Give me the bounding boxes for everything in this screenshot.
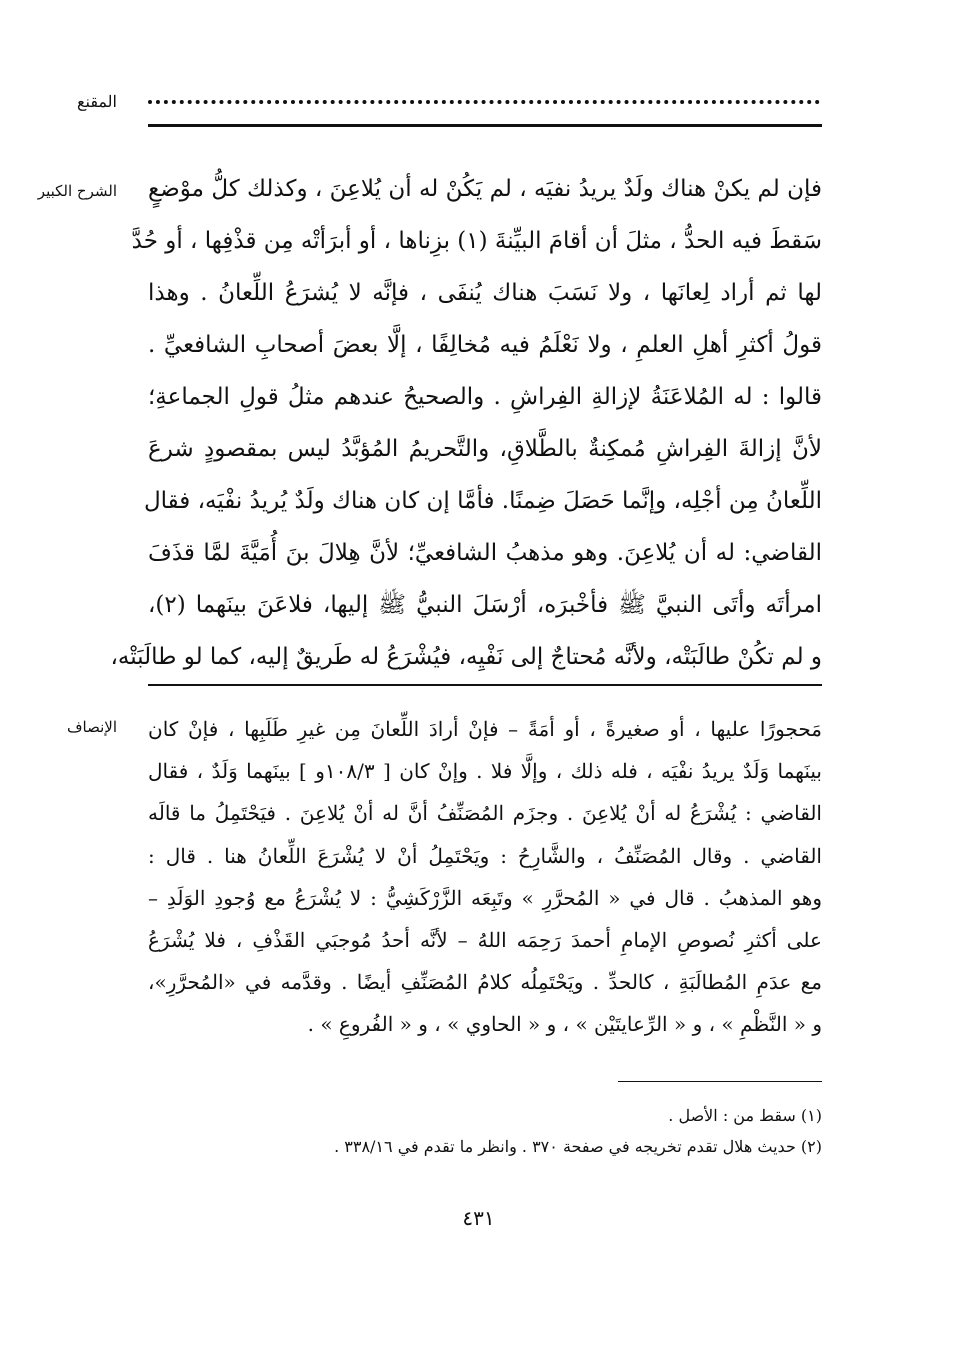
running-title: المقنع [76,92,117,111]
main-text-line: قالوا : له المُلاعَنَةُ لإزالةِ الفِراشِ . والصحيحُ عندهم مثلُ قولِ الجماعةِ؛ [148,384,822,410]
commentary-side-label: الإنصاف [66,718,117,736]
footnote: (١) سقط من : الأصل . [668,1106,822,1125]
commentary-text [148,708,822,1046]
main-text-line: فإن لم يكنْ هناك ولَدٌ يريدُ نفيَه ، لم يَكُنْ له أن يُلاعِنَ ، وكذلك كلُّ موْضعٍ [148,176,822,202]
commentary-line: على أكثرِ نُصوصِ الإمامِ أحمدَ رَحِمَه اللهُ – لأنَّه أحدُ مُوجبَي القَذْفِ ، فلا يُشْرَعُ [148,928,822,953]
main-text-line: لأنَّ إزالةَ الفِراشِ مُمكِنةٌ بالطَّلاقِ، والتَّحريمُ المُؤبَّدُ ليس بمقصودٍ شرعَ [148,436,822,462]
page-number: ٤٣١ [462,1206,495,1230]
commentary-line: و « النَّظْمِ » ، و « الرِّعايتَيْن » ، و « الحاوي » ، و « الفُروعِ » . [307,1012,822,1037]
main-text-line: امرأتَه وأتَى النبيَّ ﷺ فأخْبرَه، أرْسَلَ النبيُّ ﷺ إليها، فلاعَنَ بينَهما (٢)، [148,592,822,618]
main-text [110,163,822,683]
footnote-rule [618,1081,822,1082]
main-text-line: سَقطَ فيه الحدُّ ، مثلَ أن أقامَ البيِّنةَ (١) بزِناها ، أو أبرَأتْه مِن قذْفِها ، أو حُدَّ [131,228,822,254]
dot-leader [148,88,820,104]
main-text-side-label: الشرح الكبير [37,182,117,200]
section-divider [148,684,822,686]
commentary-line: مَحجورًا عليها ، أو صغيرةً ، أو أمَةً – فإنْ أرادَ اللِّعانَ مِن غيرِ طَلَبِها ، فإنْ كان [148,717,822,741]
header-rule [148,124,822,127]
footnote: (٢) حديث هلال تقدم تخريجه في صفحة ٣٧٠ . وانظر ما تقدم في ٣٣٨/١٦ . [334,1137,822,1156]
main-text-line: لها ثم أراد لِعانَها ، ولا نَسَبَ هناك يُنفَى ، فإنَّه لا يُشرَعُ اللِّعانُ . وهذا [148,280,822,306]
main-text-line: و لم تكُنْ طالَبَتْه، ولأنَّه مُحتاجٌ إلى نَفْيِه، فيُشْرَعُ له طَريقٌ إليه، كما لو طالَبَتْه، [110,644,822,670]
main-text-line: القاضي: له أن يُلاعِنَ. وهو مذهبُ الشافعيِّ؛ لأنَّ هِلالَ بنَ أُمَيَّةَ لمَّا قذَفَ [148,540,822,566]
commentary-line: مع عدَمِ المُطالَبَةِ ، كالحدِّ . ويَحْتَمِلُه كلامُ المُصَنِّفِ أيضًا . وقدَّمه في «المُحرَّرِ»، [148,970,822,995]
commentary-line: بينَهما وَلَدٌ يريدُ نفْيَه ، فله ذلك ، وإلَّا فلا . وإنْ كان [ ١٠٨/٣و ] بينَهما وَلَدٌ ، فقال [148,759,822,784]
footnotes [148,1100,822,1162]
commentary-line: القاضي . وقال المُصَنِّفُ ، والشَّارِحُ : ويَحْتَمِلُ أنْ لا يُشْرَعَ اللِّعانُ هنا . قال : [148,843,822,868]
main-text-line: اللِّعانُ مِن أجْلِه، وإنَّما حَصَلَ ضِمنًا. فأمَّا إن كان هناك ولَدٌ يُريدُ نفْيَه، فقال [143,488,822,514]
commentary-line: القاضي : يُشْرَعُ له أنْ يُلاعِنَ . وجزَم المُصَنِّفُ أنَّ له أنْ يُلاعِنَ . فيَحْتَمِلُ ما قالَه [148,801,822,826]
main-text-line: قولُ أكثرِ أهلِ العلمِ ، ولا نَعْلَمُ فيه مُخالِفًا ، إلَّا بعضَ أصحابِ الشافعيِّ . [148,332,822,358]
commentary-line: وهو المذهبُ . قال في « المُحرَّرِ » وتَبِعَه الزَّرْكَشِيُّ : لا يُشْرَعُ مع وُجودِ الوَلَدِ – [148,885,822,910]
